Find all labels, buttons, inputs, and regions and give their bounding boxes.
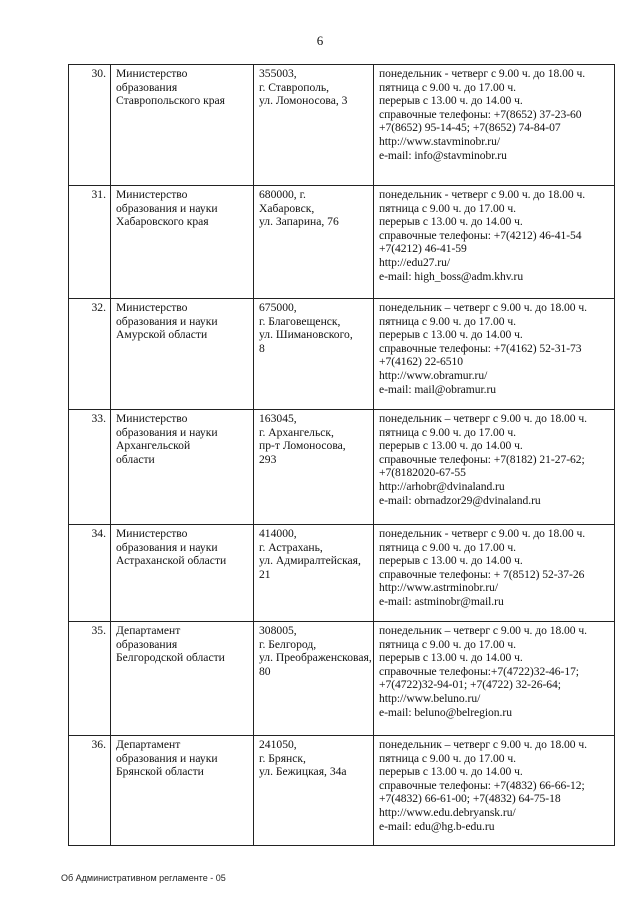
row-number: 35. <box>69 622 111 736</box>
page-footer: Об Административном регламенте - 05 <box>61 873 226 883</box>
organization-name-line: Белгородской области <box>116 651 225 665</box>
postal-address-line: 21 <box>259 567 271 581</box>
postal-address-line: 163045, <box>259 412 297 425</box>
contact-info-line: понедельник - четверг с 9.00 ч. до 18.00 ч. <box>379 188 586 201</box>
organization-name-line: Министерство <box>116 412 188 425</box>
contact-info-line: пятница с 9.00 ч. до 17.00 ч. <box>379 80 516 94</box>
contact-info-line: справочные телефоны: +7(4212) 46-41-54 <box>379 228 582 242</box>
organization-name-line: Министерство <box>116 527 188 540</box>
organization-name-line: Министерство <box>116 188 188 201</box>
contact-info-line: справочные телефоны: + 7(8512) 52-37-26 <box>379 567 585 581</box>
contact-info-line: +7(8182020-67-55 <box>379 466 466 480</box>
table-row <box>69 525 615 622</box>
row-number: 33. <box>69 410 111 525</box>
postal-address-cell <box>254 299 374 410</box>
postal-address-cell <box>254 736 374 846</box>
postal-address-line: ул. Адмиралтейская, <box>259 554 361 568</box>
contact-info-line: понедельник - четверг с 9.00 ч. до 18.00 ч. <box>379 527 586 540</box>
postal-address-line: ул. Ломоносова, 3 <box>259 94 348 108</box>
contact-info-line: http://www.stavminobr.ru/ <box>379 134 501 148</box>
contact-info-line: +7(4162) 22-6510 <box>379 355 463 369</box>
postal-address-line: 308005, <box>259 624 297 637</box>
contact-info-line: http://www.edu.debryansk.ru/ <box>379 805 516 819</box>
organization-name-cell <box>111 525 254 622</box>
row-number: 31. <box>69 186 111 299</box>
contact-info-line: перерыв с 13.00 ч. до 14.00 ч. <box>379 651 523 665</box>
contact-info-cell <box>374 736 615 846</box>
postal-address-line: ул. Запарина, 76 <box>259 215 339 229</box>
page-number: 6 <box>316 33 324 48</box>
organization-name-cell <box>111 65 254 186</box>
postal-address-line: г. Брянск, <box>259 751 306 765</box>
row-number: 34. <box>69 525 111 622</box>
postal-address-line: 355003, <box>259 67 297 80</box>
contact-info-line: +7(4832) 66-61-00; +7(4832) 64-75-18 <box>379 792 561 806</box>
contact-info-line: понедельник – четверг с 9.00 ч. до 18.00 ч. <box>379 738 588 751</box>
contact-info-line: e-mail: mail@obramur.ru <box>379 382 497 396</box>
table-row <box>69 299 615 410</box>
organization-name-cell <box>111 186 254 299</box>
organization-name-line: Министерство <box>116 67 188 80</box>
contact-info-line: http://www.beluno.ru/ <box>379 691 481 705</box>
contact-info-line: e-mail: obrnadzor29@dvinaland.ru <box>379 493 541 507</box>
postal-address-line: ул. Преображенсковая, <box>259 651 372 665</box>
contact-info-line: понедельник – четверг с 9.00 ч. до 18.00 ч. <box>379 412 588 425</box>
contact-info-line: перерыв с 13.00 ч. до 14.00 ч. <box>379 554 523 568</box>
contact-info-line: e-mail: info@stavminobr.ru <box>379 148 507 162</box>
registry-table-body <box>69 65 615 846</box>
organization-name-line: области <box>116 452 155 466</box>
postal-address-cell <box>254 65 374 186</box>
contact-info-cell <box>374 299 615 410</box>
postal-address-line: 80 <box>259 664 271 678</box>
contact-info-line: +7(4212) 46-41-59 <box>379 242 467 256</box>
organization-name-line: Брянской области <box>116 765 204 779</box>
organization-name-line: образования и науки <box>116 314 218 328</box>
organization-name-line: образования и науки <box>116 751 218 765</box>
table-row <box>69 410 615 525</box>
contact-info-line: e-mail: astminobr@mail.ru <box>379 594 504 608</box>
organization-name-cell <box>111 410 254 525</box>
organization-name-line: образования <box>116 80 178 94</box>
postal-address-line: 241050, <box>259 738 297 751</box>
organization-name-line: Департамент <box>116 624 181 637</box>
contact-info-line: перерыв с 13.00 ч. до 14.00 ч. <box>379 765 523 779</box>
organization-name-cell <box>111 299 254 410</box>
postal-address-line: г. Белгород, <box>259 637 317 651</box>
postal-address-line: 675000, <box>259 301 297 314</box>
contact-info-line: справочные телефоны: +7(4162) 52-31-73 <box>379 341 582 355</box>
contact-info-line: перерыв с 13.00 ч. до 14.00 ч. <box>379 94 523 108</box>
contact-info-line: e-mail: high_boss@adm.khv.ru <box>379 269 524 283</box>
contact-info-line: перерыв с 13.00 ч. до 14.00 ч. <box>379 328 523 342</box>
contact-info-line: справочные телефоны: +7(8652) 37-23-60 <box>379 107 582 121</box>
contact-info-cell <box>374 186 615 299</box>
contact-info-line: перерыв с 13.00 ч. до 14.00 ч. <box>379 439 523 453</box>
postal-address-line: 8 <box>259 341 265 355</box>
organization-name-line: образования <box>116 637 178 651</box>
organization-name-line: Архангельской <box>116 439 191 453</box>
row-number: 30. <box>69 65 111 186</box>
postal-address-cell <box>254 622 374 736</box>
postal-address-line: ул. Бежицкая, 34а <box>259 765 347 779</box>
organization-name-line: Хабаровского края <box>116 215 209 229</box>
table-row <box>69 65 615 186</box>
postal-address-line: ул. Шимановского, <box>259 328 353 342</box>
postal-address-line: 414000, <box>259 527 297 540</box>
contact-info-line: пятница с 9.00 ч. до 17.00 ч. <box>379 201 516 215</box>
organization-name-line: Департамент <box>116 738 181 751</box>
contact-info-line: пятница с 9.00 ч. до 17.00 ч. <box>379 637 516 651</box>
postal-address-cell <box>254 186 374 299</box>
contact-info-line: +7(4722)32-94-01; +7(4722) 32-26-64; <box>379 678 561 692</box>
contact-info-line: пятница с 9.00 ч. до 17.00 ч. <box>379 314 516 328</box>
organization-name-line: Амурской области <box>116 328 208 342</box>
postal-address-line: 680000, г. <box>259 188 306 201</box>
postal-address-line: г. Астрахань, <box>259 540 323 554</box>
postal-address-line: Хабаровск, <box>259 201 315 215</box>
postal-address-cell <box>254 410 374 525</box>
contact-info-cell <box>374 65 615 186</box>
contact-info-line: пятница с 9.00 ч. до 17.00 ч. <box>379 540 516 554</box>
postal-address-line: г. Архангельск, <box>259 425 334 439</box>
postal-address-line: пр-т Ломоносова, <box>259 439 346 453</box>
registry-table <box>68 64 615 846</box>
contact-info-line: справочные телефоны:+7(4722)32-46-17; <box>379 664 579 678</box>
table-row <box>69 622 615 736</box>
organization-name-cell <box>111 736 254 846</box>
contact-info-line: +7(8652) 95-14-45; +7(8652) 74-84-07 <box>379 121 561 135</box>
contact-info-line: понедельник – четверг с 9.00 ч. до 18.00 ч. <box>379 301 588 314</box>
organization-name-cell <box>111 622 254 736</box>
organization-name-line: Министерство <box>116 301 188 314</box>
contact-info-line: понедельник – четверг с 9.00 ч. до 18.00 ч. <box>379 624 588 637</box>
organization-name-line: образования и науки <box>116 201 218 215</box>
contact-info-line: e-mail: edu@hg.b-edu.ru <box>379 819 495 833</box>
contact-info-line: e-mail: beluno@belregion.ru <box>379 705 512 719</box>
contact-info-line: справочные телефоны: +7(4832) 66-66-12; <box>379 778 585 792</box>
contact-info-line: http://www.obramur.ru/ <box>379 368 488 382</box>
contact-info-line: понедельник - четверг с 9.00 ч. до 18.00 ч. <box>379 67 586 80</box>
postal-address-line: 293 <box>259 452 277 466</box>
contact-info-line: перерыв с 13.00 ч. до 14.00 ч. <box>379 215 523 229</box>
table-row <box>69 736 615 846</box>
contact-info-cell <box>374 525 615 622</box>
contact-info-line: http://edu27.ru/ <box>379 255 451 269</box>
postal-address-cell <box>254 525 374 622</box>
contact-info-line: http://arhobr@dvinaland.ru <box>379 479 505 493</box>
organization-name-line: образования и науки <box>116 540 218 554</box>
row-number: 36. <box>69 736 111 846</box>
postal-address-line: г. Ставрополь, <box>259 80 330 94</box>
contact-info-cell <box>374 410 615 525</box>
table-row <box>69 186 615 299</box>
organization-name-line: Ставропольского края <box>116 94 225 108</box>
organization-name-line: Астраханской области <box>116 554 227 568</box>
organization-name-line: образования и науки <box>116 425 218 439</box>
contact-info-line: пятница с 9.00 ч. до 17.00 ч. <box>379 425 516 439</box>
contact-info-line: пятница с 9.00 ч. до 17.00 ч. <box>379 751 516 765</box>
contact-info-line: справочные телефоны: +7(8182) 21-27-62; <box>379 452 585 466</box>
postal-address-line: г. Благовещенск, <box>259 314 341 328</box>
row-number: 32. <box>69 299 111 410</box>
contact-info-line: http://www.astrminobr.ru/ <box>379 581 499 595</box>
contact-info-cell <box>374 622 615 736</box>
